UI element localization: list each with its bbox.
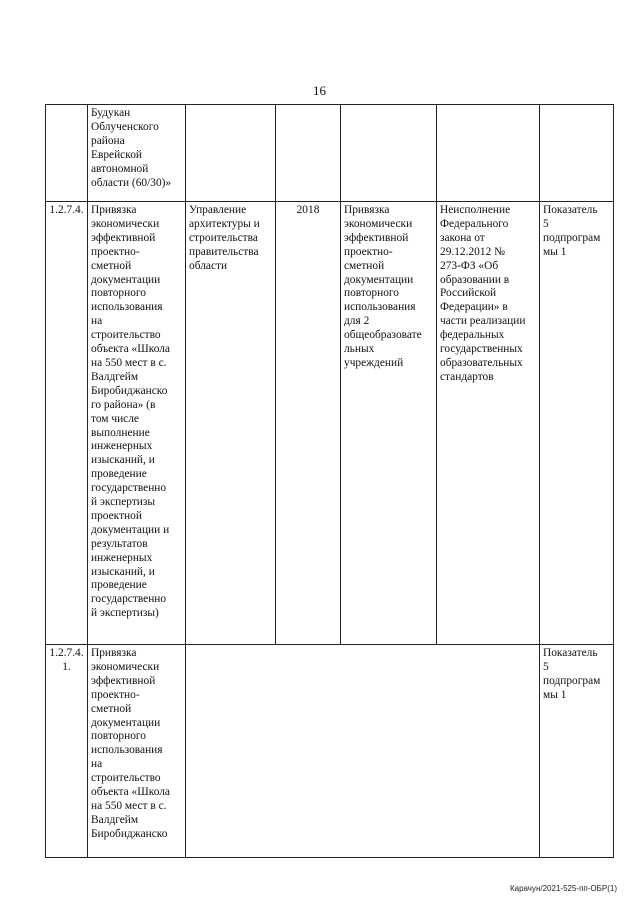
cell-merged-blank bbox=[186, 645, 540, 858]
cell-consequence bbox=[437, 105, 540, 202]
cell-year: 2018 bbox=[276, 202, 341, 645]
cell-executor: Управление архитектуры и строительства правительства области bbox=[186, 202, 276, 645]
cell-consequence: Неисполнение Федерального закона от 29.12.2012 № 273-ФЗ «Об образовании в Российской Федерации» в части реализации федеральных государственных образовательных стандартов bbox=[437, 202, 540, 645]
page-number: 16 bbox=[313, 83, 326, 98]
cell-indicator bbox=[540, 105, 614, 202]
cell-number bbox=[46, 105, 88, 202]
cell-indicator: Показатель 5 подпрограм мы 1 bbox=[540, 645, 614, 858]
cell-result: Привязка экономически эффективной проектно- сметной документации повторного использования для 2 общеобразовате льных учреждений bbox=[341, 202, 437, 645]
cell-measure-name: Привязка экономически эффективной проектно- сметной документации повторного использования на строительство объекта «Школа на 550 мест в с. Валдгейм Биробиджанско bbox=[88, 645, 186, 858]
measures-table bbox=[45, 104, 614, 858]
cell-number: 1.2.7.4. 1. bbox=[46, 645, 88, 858]
table-row bbox=[46, 202, 614, 645]
cell-number: 1.2.7.4. bbox=[46, 202, 88, 645]
document-footer-code: Карачун/2021-525-пп-ОБР(1) bbox=[509, 884, 617, 893]
cell-executor bbox=[186, 105, 276, 202]
cell-result bbox=[341, 105, 437, 202]
cell-year bbox=[276, 105, 341, 202]
table-row bbox=[46, 105, 614, 202]
table-row bbox=[46, 645, 614, 858]
cell-indicator: Показатель 5 подпрограм мы 1 bbox=[540, 202, 614, 645]
cell-measure-name: Будукан Облученского района Еврейской автономной области (60/30)» bbox=[88, 105, 186, 202]
cell-measure-name: Привязка экономически эффективной проектно- сметной документации повторного использования на строительство объекта «Школа на 550 мест в с. Валдгейм Биробиджанско го района» (в том числе выполнение инженерных изысканий, и проведение государственно й экспертизы проектной документации и результатов инженерных изысканий, и проведение государственно й экспертизы) bbox=[88, 202, 186, 645]
